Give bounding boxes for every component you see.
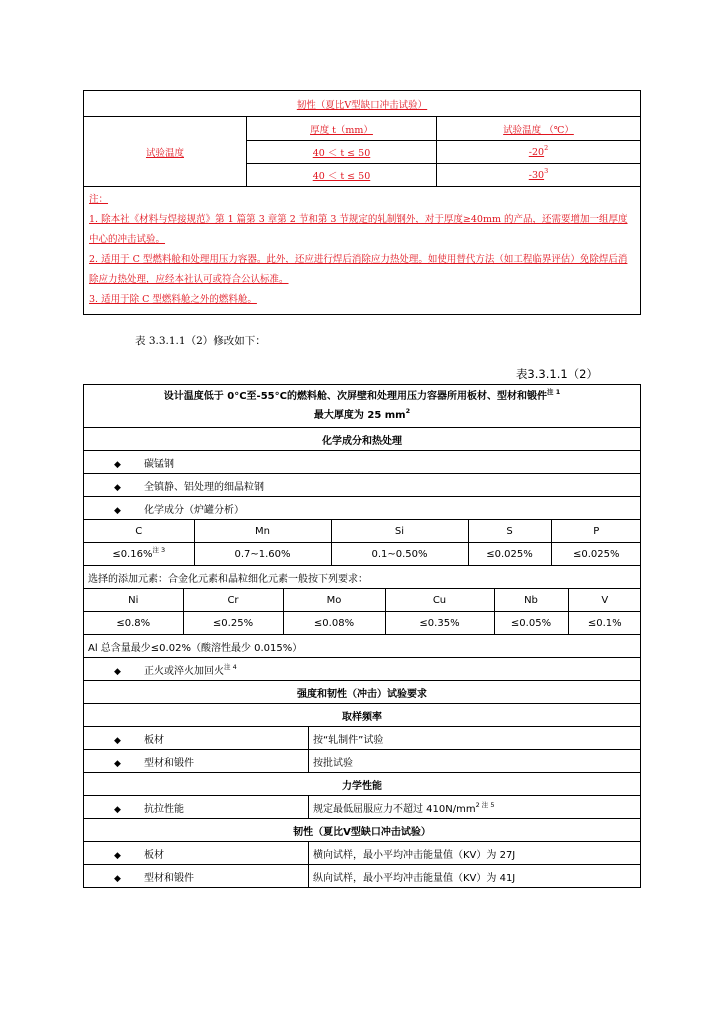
sections-label: ◆ 型材和锻件: [84, 865, 309, 888]
toughness-header: 韧性（夏比Ⅴ型缺口冲击试验）: [84, 91, 641, 117]
chem-grid-1-cell: [84, 520, 641, 566]
chem-value: ≤0.25%: [183, 612, 283, 635]
chem-value: ≤0.025%: [551, 543, 641, 566]
chem-head: Ni: [84, 589, 183, 612]
plates-sampling: 按“轧制件”试验: [309, 727, 641, 750]
section-mech: 力学性能: [84, 773, 641, 796]
chem-value: ≤0.1%: [568, 612, 641, 635]
chem-head: P: [593, 525, 600, 537]
chem-grid-1: [84, 520, 641, 565]
chem-value: ≤0.08%: [283, 612, 385, 635]
chem-head: Mn: [194, 520, 331, 543]
chem-value: 0.1~0.50%: [331, 543, 468, 566]
bullet-chem-comp: ◆ 化学成分（炉罐分析）: [84, 497, 641, 520]
chem-grid-2-cell: [84, 589, 641, 635]
note-1: 1. 除本社《材料与焊接规范》第 1 篇第 3 章第 2 节和第 3 节规定的轧制钢外，对于厚度≥40mm 的产品，还需要增加一组厚度中心的冲击试验。: [89, 214, 628, 245]
chem-head: Si: [331, 520, 468, 543]
note-3: 3. 适用于除 C 型燃料舱之外的燃料舱。: [89, 294, 257, 305]
chem-head: Mo: [283, 589, 385, 612]
notes-cell: [84, 187, 641, 315]
chem-value: ≤0.05%: [494, 612, 568, 635]
sections-sampling: 按批试验: [309, 750, 641, 773]
sections-toughness: 纵向试样，最小平均冲击能量值（KV）为 41J: [309, 865, 641, 888]
test-temp-label: 试验温度: [84, 117, 247, 187]
chem-value: ≤0.8%: [84, 612, 183, 635]
bullet-carbon-steel: ◆ 碳锰钢: [84, 451, 641, 474]
note-2: 2. 适用于 C 型燃料舱和处理用压力容器。此外，还应进行焊后消除应力热处理。如使用替代方法（如工程临界评估）免除焊后消除应力热处理，应经本社认可或符合公认标准。: [89, 254, 628, 285]
chem-value: ≤0.35%: [385, 612, 494, 635]
thickness-cell: 40 ＜ t ≤ 50: [247, 141, 437, 164]
chem-head: V: [601, 594, 609, 606]
chem-head: C: [84, 520, 194, 543]
section-sampling: 取样频率: [84, 704, 641, 727]
chem-head: Cr: [183, 589, 283, 612]
chem-value: ≤0.025%: [468, 543, 551, 566]
amendment-table: [83, 90, 641, 315]
table-title: 设计温度低于 0°C至-55°C的燃料舱、次屏壁和处理用压力容器所用板材、型材和锻件$^{注 1}$ 最大厚度为 25 $mm^2$: [84, 385, 641, 428]
optional-elements-text: 选择的添加元素：合金化元素和晶粒细化元素一般按下列要求：: [84, 566, 641, 589]
tensile-value: 规定最低屈服应力不超过 $410N/mm^{2 注 5}$: [309, 796, 641, 819]
chem-value: ≤0.16%$^{注 3}$: [84, 543, 194, 566]
chem-head: S: [468, 520, 551, 543]
bullet-fine-grain: ◆ 全镇静、铝处理的细晶粒钢: [84, 474, 641, 497]
chem-head: Nb: [494, 589, 568, 612]
chem-value: 0.7~1.60%: [194, 543, 331, 566]
al-content-text: Al 总含量最少≤0.02%（酸溶性最少 0.015%）: [84, 635, 641, 658]
main-table: [83, 384, 641, 888]
section-toughness: 韧性（夏比Ⅴ型缺口冲击试验）: [84, 819, 641, 842]
section-strength: 强度和韧性（冲击）试验要求: [84, 681, 641, 704]
thickness-cell: 40 ＜ t ≤ 50: [247, 164, 437, 187]
chem-head: Cu: [385, 589, 494, 612]
notes-title: 注：: [89, 194, 109, 205]
temp-col-header: 试验温度 （℃）: [437, 117, 641, 141]
tensile-label: ◆ 抗拉性能: [84, 796, 309, 819]
temp-cell: $-30^3$: [437, 164, 641, 187]
thickness-col-header: 厚度 t（mm）: [247, 117, 437, 141]
section-chem: 化学成分和热处理: [84, 428, 641, 451]
intro-text: 表 3.3.1.1（2）修改如下：: [135, 335, 266, 347]
plates-toughness: 横向试样，最小平均冲击能量值（KV）为 27J: [309, 842, 641, 865]
table-label: 表3.3.1.1（2）: [515, 367, 598, 381]
bullet-heat-treatment: ◆ 正火或淬火加回火$^{注 4}$: [84, 658, 641, 681]
sections-label: ◆ 型材和锻件: [84, 750, 309, 773]
plates-label: ◆ 板材: [84, 842, 309, 865]
temp-cell: $-20^2$: [437, 141, 641, 164]
plates-label: ◆ 板材: [84, 727, 309, 750]
chem-grid-2: [84, 589, 641, 634]
